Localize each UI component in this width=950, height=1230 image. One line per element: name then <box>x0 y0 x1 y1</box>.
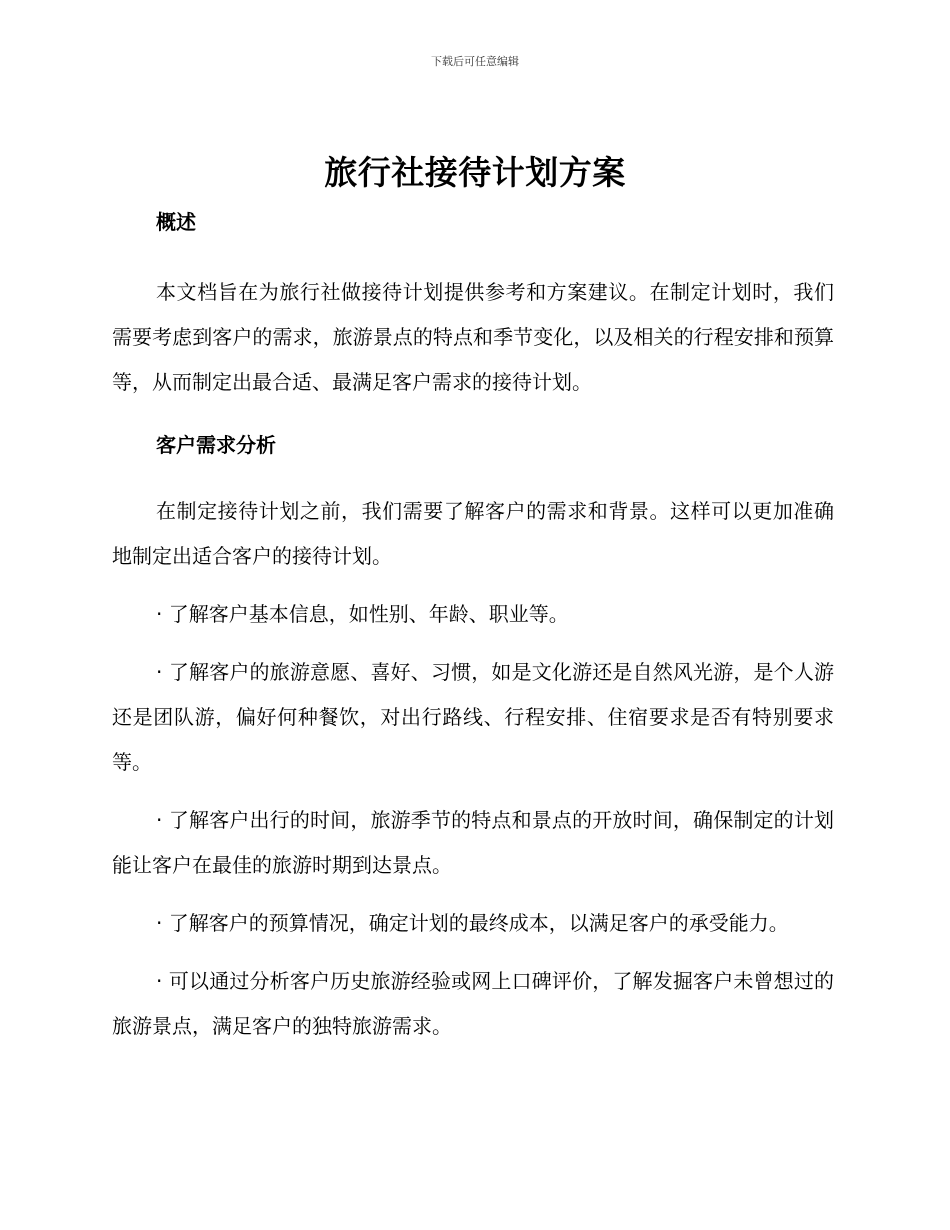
document-title: 旅行社接待计划方案 <box>324 153 626 192</box>
list-item-travel-time: · 了解客户出行的时间，旅游季节的特点和景点的开放时间，确保制定的计划能让客户在最佳的旅游时期到达景点。 <box>112 808 834 877</box>
page-watermark: 下载后可任意编辑 <box>431 55 519 68</box>
list-item-basic-info: · 了解客户基本信息，如性别、年龄、职业等。 <box>156 602 569 626</box>
overview-paragraph: 本文档旨在为旅行社做接待计划提供参考和方案建议。在制定计划时，我们需要考虑到客户的需求，旅游景点的特点和季节变化，以及相关的行程安排和预算等，从而制定出最合适、最满足客户需求的接待计划。 <box>112 280 834 394</box>
document-body <box>112 204 834 1049</box>
section-heading-overview: 概述 <box>156 210 196 234</box>
list-item-history-analysis: · 可以通过分析客户历史旅游经验或网上口碑评价，了解发掘客户未曾想过的旅游景点，满足客户的独特旅游需求。 <box>112 969 834 1038</box>
list-item-budget: · 了解客户的预算情况，确定计划的最终成本，以满足客户的承受能力。 <box>156 911 789 935</box>
section-heading-customer-needs: 客户需求分析 <box>156 433 276 457</box>
customer-needs-intro-paragraph: 在制定接待计划之前，我们需要了解客户的需求和背景。这样可以更加准确地制定出适合客户的接待计划。 <box>112 499 834 568</box>
list-item-preferences: · 了解客户的旅游意愿、喜好、习惯，如是文化游还是自然风光游，是个人游还是团队游，偏好何种餐饮，对出行路线、行程安排、住宿要求是否有特别要求等。 <box>112 660 834 774</box>
